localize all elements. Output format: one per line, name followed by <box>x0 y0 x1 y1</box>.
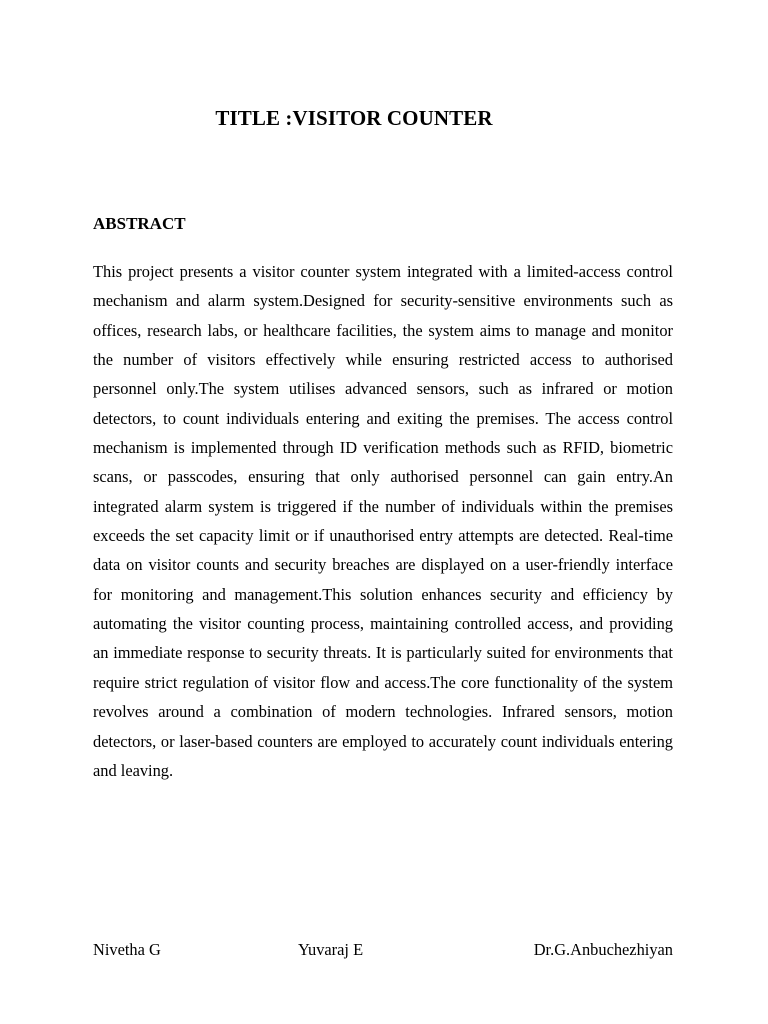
abstract-body: This project presents a visitor counter system integrated with a limited-access control mechanism and alarm system.Designed for security-sensitive environments such as offices, research labs, or healthcare facilities, the system aims to manage and monitor the number of visitors effectively while ensuring restricted access to authorised personnel only.The system utilises advanced sensors, such as infrared or motion detectors, to count individuals entering and exiting the premises. The access control mechanism is implemented through ID verification methods such as RFID, biometric scans, or passcodes, ensuring that only authorised personnel can gain entry.An integrated alarm system is triggered if the number of individuals within the premises exceeds the set capacity limit or if unauthorised entry attempts are detected. Real-time data on visitor counts and security breaches are displayed on a user-friendly interface for monitoring and management.This solution enhances security and efficiency by automating the visitor counting process, maintaining controlled access, and providing an immediate response to security threats. It is particularly suited for environments that require strict regulation of visitor flow and access.The core functionality of the system revolves around a combination of modern technologies. Infrared sensors, motion detectors, or laser-based counters are employed to accurately count individuals entering and leaving. <box>93 262 673 780</box>
author-name: Dr.G.Anbuchezhiyan <box>533 940 673 959</box>
author-name: Nivetha G <box>93 940 161 959</box>
author-name: Yuvaraj E <box>298 940 364 959</box>
author-list <box>93 938 673 964</box>
document-title: TITLE :VISITOR COUNTER <box>215 106 493 130</box>
abstract-heading: ABSTRACT <box>93 214 186 233</box>
